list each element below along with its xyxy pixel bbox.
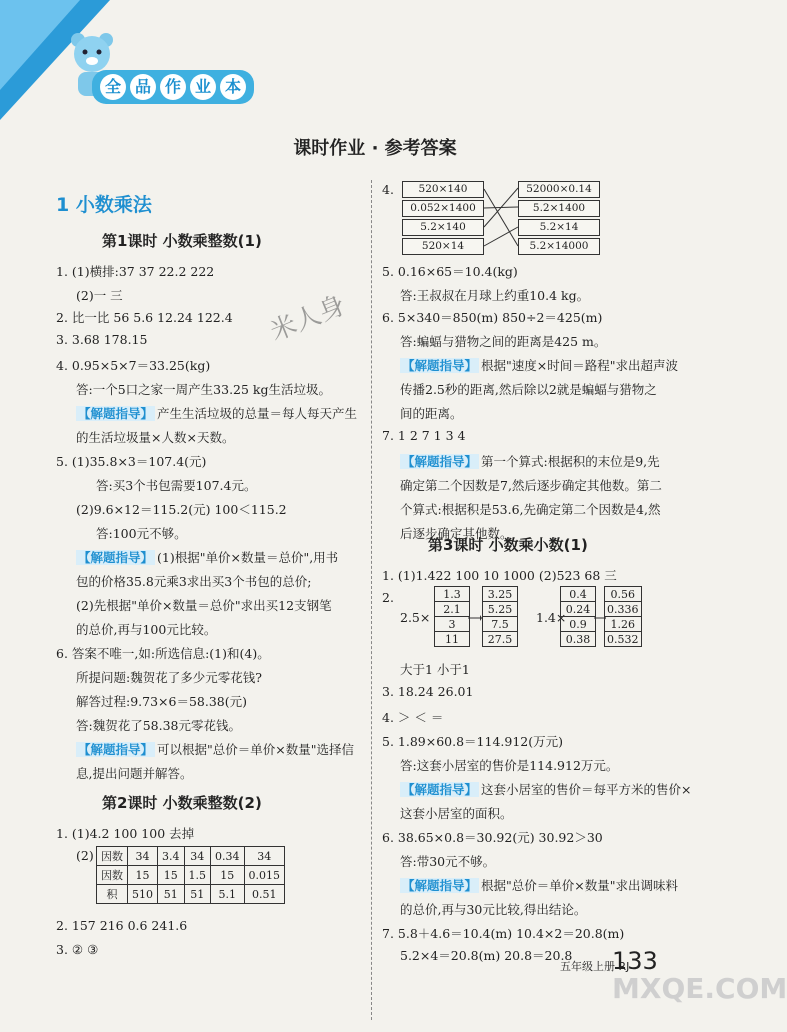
- table-cell: 3.4: [158, 847, 185, 866]
- answer-line: 5. 1.89×60.8＝114.912(万元): [382, 734, 563, 749]
- table-row: [97, 866, 285, 885]
- stack-row: [435, 602, 470, 617]
- brand-char: 品: [130, 74, 156, 100]
- answer-line: 大于1 小于1: [400, 662, 470, 677]
- hint-line: [400, 356, 678, 374]
- factor-table: [96, 846, 285, 904]
- stack-row: [435, 617, 470, 632]
- watermark: MXQE.COM: [612, 972, 787, 1005]
- table-cell: 34: [128, 847, 158, 866]
- match-box-left: 520×14: [402, 238, 484, 255]
- answer-line: 5.2×4＝20.8(m) 20.8＝20.8: [400, 948, 573, 963]
- hint-label: 【解题指导】: [78, 742, 154, 757]
- brand-char: 作: [160, 74, 186, 100]
- stack-row: [561, 632, 596, 647]
- answer-line: 1. (1)1.422 100 10 1000 (2)523 68 三: [382, 568, 617, 583]
- brand-logo: [92, 70, 254, 104]
- stack-row: [435, 632, 470, 647]
- hint-line: 这套小居室的面积。: [400, 806, 513, 821]
- lesson-heading: 第3课时 小数乘小数(1): [428, 536, 588, 554]
- answer-line: 2. 157 216 0.6 241.6: [56, 918, 188, 933]
- hint-label: 【解题指导】: [402, 454, 478, 469]
- chapter-heading: 1 小数乘法: [56, 194, 152, 216]
- hint-line: [76, 548, 338, 566]
- multiplication-stack-left: [560, 586, 596, 647]
- stack-cell: 0.24: [561, 602, 596, 617]
- answer-line: 4. ＞ ＜ ＝: [382, 710, 444, 725]
- table-cell: 51: [184, 885, 211, 904]
- table-cell: 1.5: [184, 866, 211, 885]
- hint-line: [400, 780, 692, 798]
- hint-line: 间的距离。: [400, 406, 463, 421]
- answer-line: 6. 38.65×0.8＝30.92(元) 30.92＞30: [382, 830, 603, 845]
- table-cell: 15: [128, 866, 158, 885]
- hint-line: 的生活垃圾量×人数×天数。: [76, 430, 235, 445]
- answer-line: (2)一 三: [76, 288, 123, 303]
- hint-line: 的总价,再与100元比较。: [76, 622, 217, 637]
- match-box-left: 520×140: [402, 181, 484, 198]
- answer-line: 1. (1)横排:37 37 22.2 222: [56, 264, 215, 279]
- answer-line: 答:王叔叔在月球上约重10.4 kg。: [400, 288, 590, 303]
- match-box-right: 5.2×1400: [518, 200, 600, 217]
- answer-line: 2.: [382, 590, 394, 605]
- hint-line: [76, 404, 357, 422]
- hint-line: 的总价,再与30元比较,得出结论。: [400, 902, 587, 917]
- answer-line: 2. 比一比 56 5.6 12.24 122.4: [56, 310, 233, 325]
- stack-row: [605, 632, 642, 647]
- answer-line: 5. 0.16×65＝10.4(kg): [382, 264, 518, 279]
- hint-line: (2)先根据"单价×数量＝总价"求出买12支钢笔: [76, 598, 332, 613]
- answer-line: 答:蝙蝠与猎物之间的距离是425 m。: [400, 334, 607, 349]
- stack-cell: 0.336: [605, 602, 642, 617]
- multiplier-label: 2.5×: [400, 610, 431, 625]
- hint-line: 后逐步确定其他数。: [400, 526, 513, 541]
- hint-label: 【解题指导】: [402, 358, 478, 373]
- arrow-icon: [468, 586, 482, 650]
- answer-line: 7. 5.8＋4.6＝10.4(m) 10.4×2＝20.8(m): [382, 926, 625, 941]
- table-cell: 51: [158, 885, 185, 904]
- table-row: [97, 885, 285, 904]
- handwritten-note: 米人身: [266, 290, 350, 348]
- hint-text: 第一个算式:根据积的末位是9,先: [481, 454, 660, 469]
- table-cell: 15: [211, 866, 245, 885]
- arrow-icon: [594, 586, 606, 650]
- answer-line: 解答过程:9.73×6＝58.38(元): [76, 694, 248, 709]
- column-divider: [371, 180, 372, 1020]
- table-cell: 0.34: [211, 847, 245, 866]
- answer-line: 3. 18.24 26.01: [382, 684, 474, 699]
- table-cell: 因数: [97, 847, 128, 866]
- multiplication-stack-right: [604, 586, 642, 647]
- stack-row: [483, 632, 518, 647]
- table-row: [97, 847, 285, 866]
- answer-line: 答:买3个书包需要107.4元。: [96, 478, 257, 493]
- hint-line: 传播2.5秒的距离,然后除以2就是蝙蝠与猎物之: [400, 382, 657, 397]
- multiplication-stack-left: [434, 586, 470, 647]
- answer-line: 6. 答案不唯一,如:所选信息:(1)和(4)。: [56, 646, 270, 661]
- brand-char: 本: [220, 74, 246, 100]
- table-cell: 34: [244, 847, 285, 866]
- answer-line: 答:魏贺花了58.38元零花钱。: [76, 718, 241, 733]
- hint-label: 【解题指导】: [402, 782, 478, 797]
- stack-row: [605, 587, 642, 602]
- stack-row: [561, 602, 596, 617]
- answer-line: 3. ② ③: [56, 942, 99, 957]
- stack-cell: 0.38: [561, 632, 596, 647]
- hint-text: 根据"速度×时间＝路程"求出超声波: [481, 358, 678, 373]
- multiplication-stack-right: [482, 586, 518, 647]
- stack-cell: 11: [435, 632, 470, 647]
- table-cell: 5.1: [211, 885, 245, 904]
- table-cell: 积: [97, 885, 128, 904]
- answer-line: 3. 3.68 178.15: [56, 332, 148, 347]
- stack-cell: 7.5: [483, 617, 518, 632]
- stack-row: [483, 602, 518, 617]
- page-title: 课时作业 · 参考答案: [293, 138, 457, 159]
- hint-label: 【解题指导】: [78, 550, 154, 565]
- hint-text: 可以根据"总价＝单价×数量"选择信: [157, 742, 354, 757]
- match-box-right: 52000×0.14: [518, 181, 600, 198]
- stack-cell: 1.26: [605, 617, 642, 632]
- match-box-right: 5.2×14: [518, 219, 600, 236]
- match-box-left: 0.052×1400: [402, 200, 484, 217]
- stack-row: [483, 587, 518, 602]
- lesson-heading: 第2课时 小数乘整数(2): [102, 794, 262, 812]
- table-cell: 0.015: [244, 866, 285, 885]
- stack-cell: 0.9: [561, 617, 596, 632]
- answer-line: 答:带30元不够。: [400, 854, 496, 869]
- stack-row: [483, 617, 518, 632]
- hint-text: 根据"总价＝单价×数量"求出调味料: [481, 878, 678, 893]
- hint-text: 产生生活垃圾的总量＝每人每天产生: [157, 406, 358, 421]
- hint-text: (1)根据"单价×数量＝总价",用书: [157, 550, 339, 565]
- stack-row: [561, 617, 596, 632]
- stack-cell: 3: [435, 617, 470, 632]
- page-number: 133: [612, 947, 658, 975]
- stack-cell: 0.4: [561, 587, 596, 602]
- stack-row: [435, 587, 470, 602]
- answer-line: 7. 1 2 7 1 3 4: [382, 428, 466, 443]
- multiplier-label: 1.4×: [536, 610, 567, 625]
- hint-label: 【解题指导】: [402, 878, 478, 893]
- answer-line: (2): [76, 848, 94, 863]
- hint-line: [400, 876, 678, 894]
- table-cell: 15: [158, 866, 185, 885]
- stack-cell: 0.56: [605, 587, 642, 602]
- stack-cell: 5.25: [483, 602, 518, 617]
- stack-cell: 3.25: [483, 587, 518, 602]
- matching-diagram: [402, 180, 612, 258]
- stack-row: [605, 617, 642, 632]
- grade-label: 五年级上册 RJ: [560, 960, 630, 973]
- answer-line: 1. (1)4.2 100 100 去掉: [56, 826, 195, 841]
- answer-line: 答:这套小居室的售价是114.912万元。: [400, 758, 619, 773]
- table-cell: 510: [128, 885, 158, 904]
- stack-cell: 1.3: [435, 587, 470, 602]
- answer-line: 6. 5×340＝850(m) 850÷2＝425(m): [382, 310, 603, 325]
- hint-text: 这套小居室的售价＝每平方米的售价×: [481, 782, 692, 797]
- table-cell: 34: [184, 847, 211, 866]
- answer-line: 4. 0.95×5×7＝33.25(kg): [56, 358, 211, 373]
- stack-row: [605, 602, 642, 617]
- answer-line: (2)9.6×12＝115.2(元) 100＜115.2: [76, 502, 287, 517]
- match-box-left: 5.2×140: [402, 219, 484, 236]
- hint-line: 个算式:根据积是53.6,先确定第二个因数是4,然: [400, 502, 661, 517]
- stack-cell: 2.1: [435, 602, 470, 617]
- brand-char: 业: [190, 74, 216, 100]
- match-box-right: 5.2×14000: [518, 238, 600, 255]
- hint-line: 息,提出问题并解答。: [76, 766, 193, 781]
- hint-line: 确定第二个因数是7,然后逐步确定其他数。第二: [400, 478, 662, 493]
- answer-line: 所提问题:魏贺花了多少元零花钱?: [76, 670, 262, 685]
- stack-row: [561, 587, 596, 602]
- answer-line: 4.: [382, 182, 394, 197]
- answer-line: 答:100元不够。: [96, 526, 187, 541]
- stack-cell: 27.5: [483, 632, 518, 647]
- hint-label: 【解题指导】: [78, 406, 154, 421]
- lesson-heading: 第1课时 小数乘整数(1): [102, 232, 262, 250]
- table-cell: 0.51: [244, 885, 285, 904]
- hint-line: [400, 452, 660, 470]
- answer-line: 5. (1)35.8×3＝107.4(元): [56, 454, 207, 469]
- stack-cell: 0.532: [605, 632, 642, 647]
- brand-char: 全: [100, 74, 126, 100]
- answer-line: 答:一个5口之家一周产生33.25 kg生活垃圾。: [76, 382, 331, 397]
- hint-line: 包的价格35.8元乘3求出买3个书包的总价;: [76, 574, 312, 589]
- table-cell: 因数: [97, 866, 128, 885]
- hint-line: [76, 740, 354, 758]
